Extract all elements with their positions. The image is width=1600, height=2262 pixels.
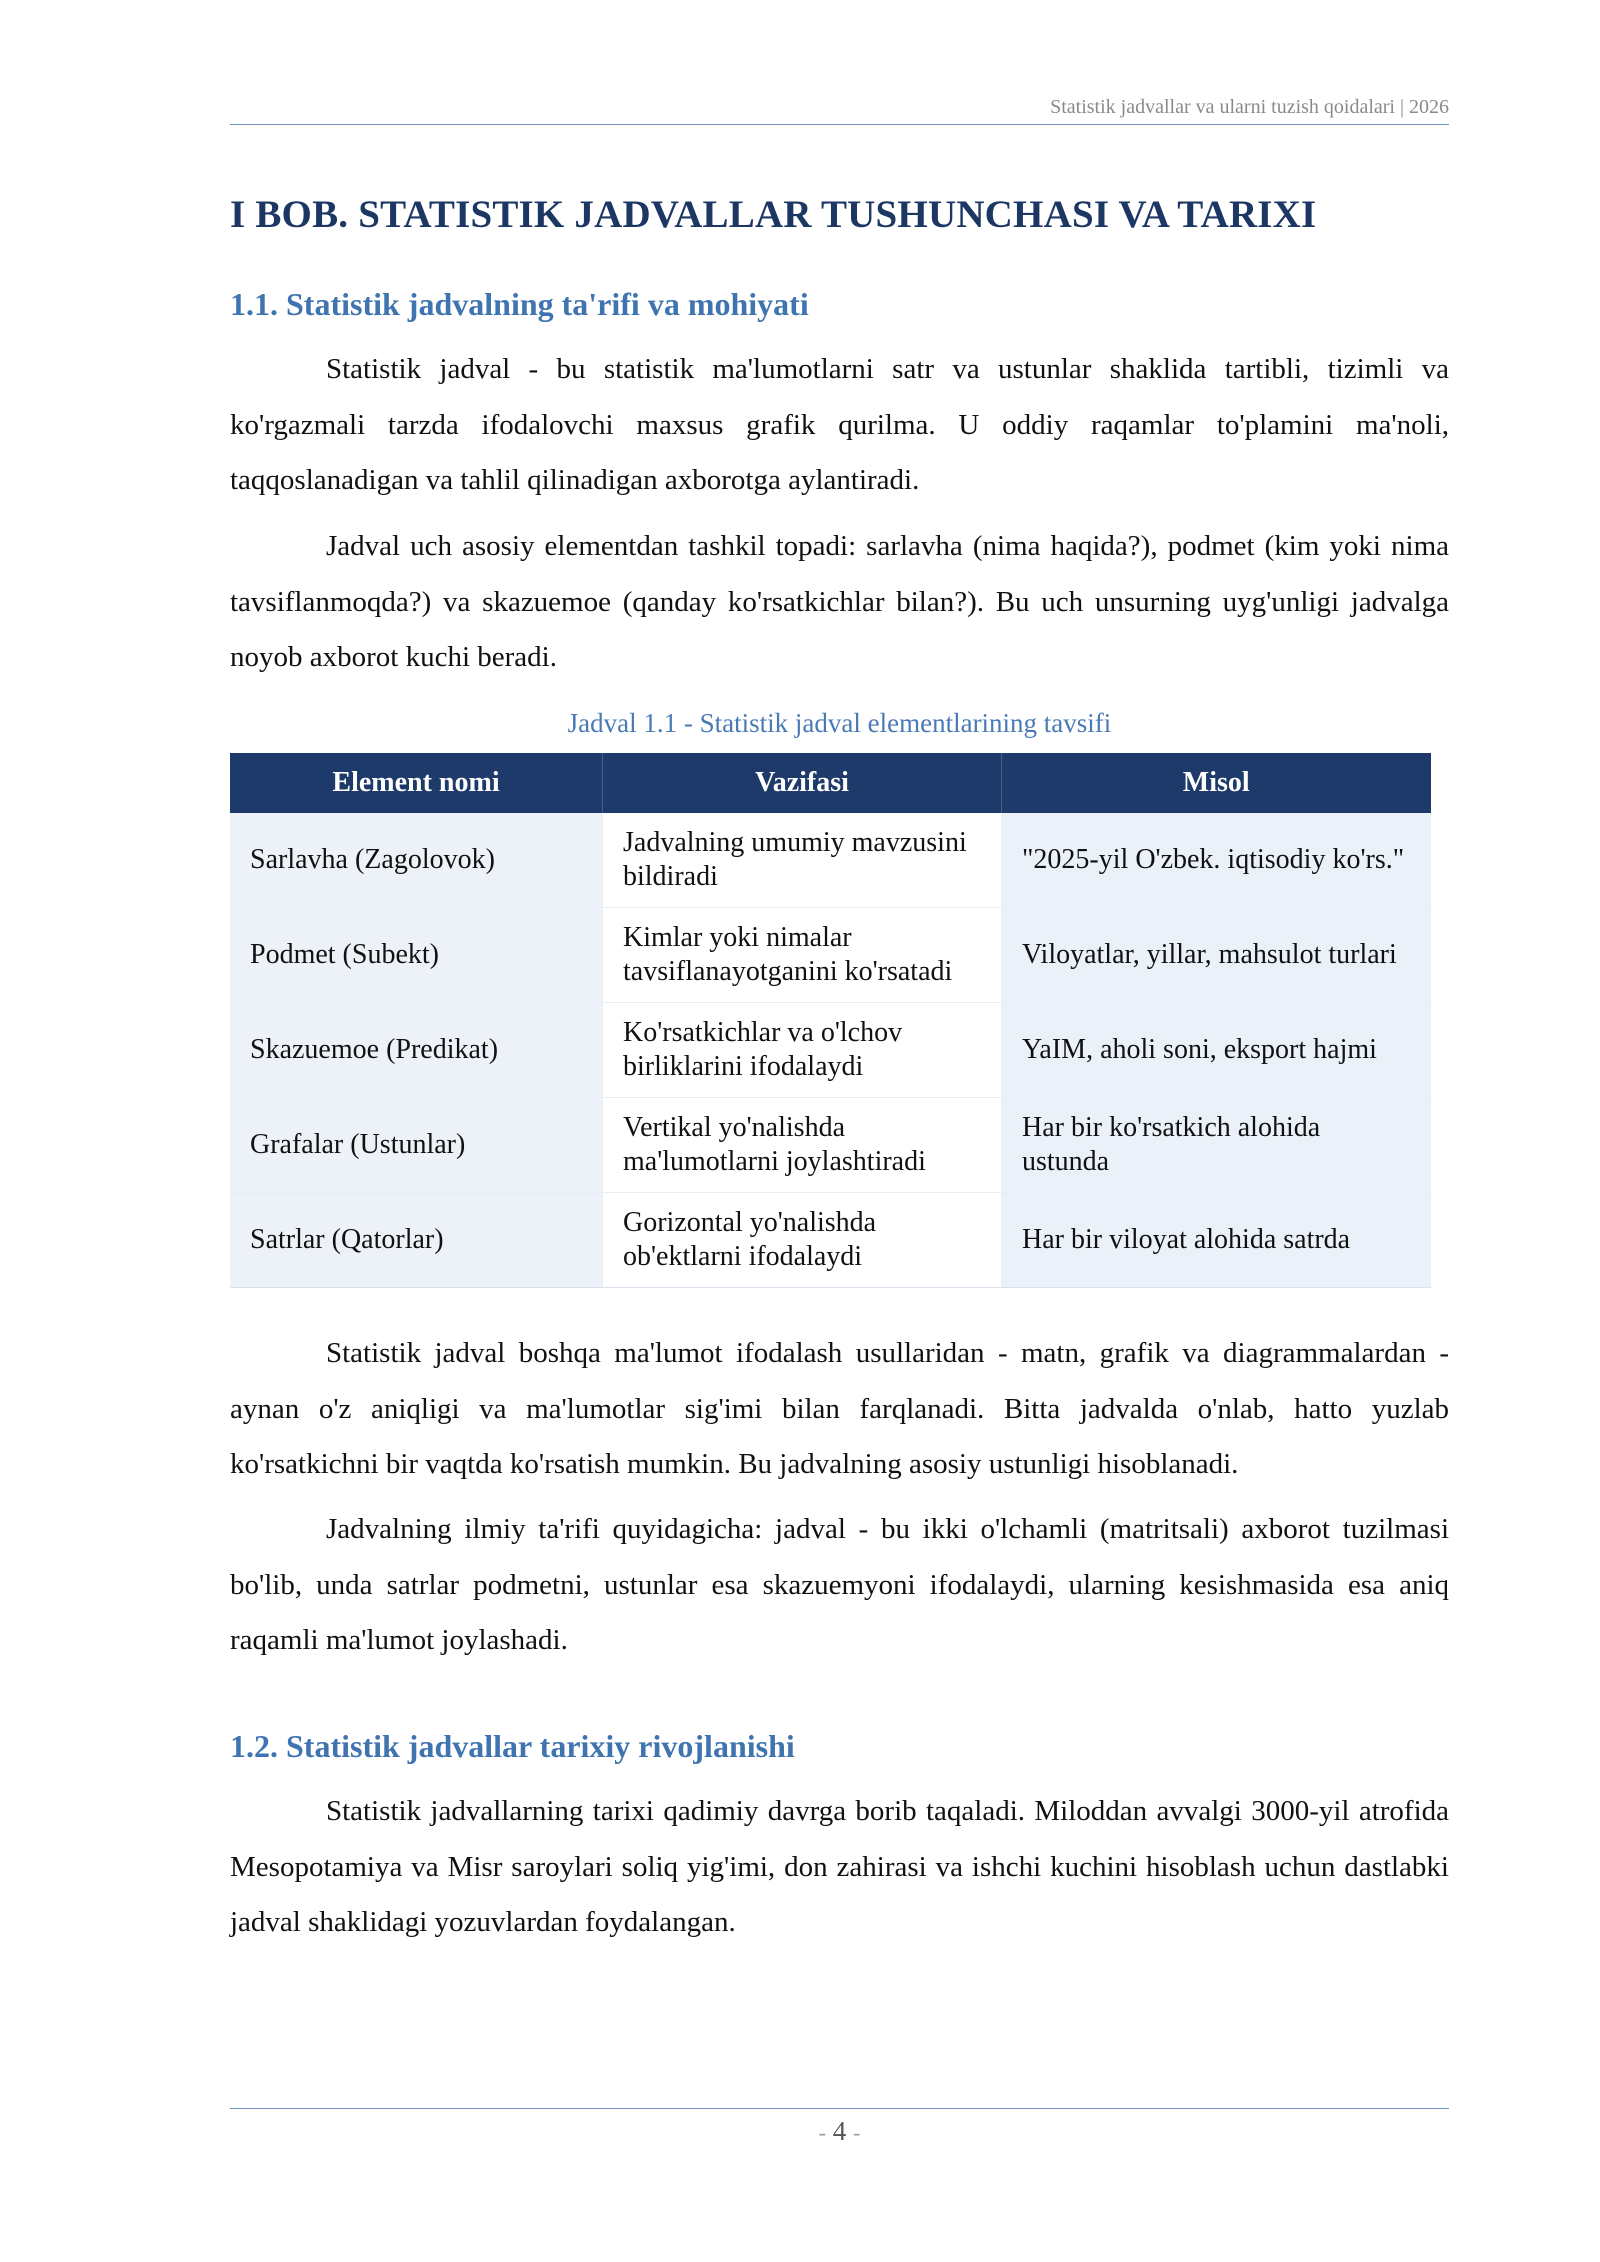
table-cell: Gorizontal yo'nalishda ob'ektlarni ifodalaydi — [603, 1193, 1002, 1288]
paragraph-text: Jadvalning ilmiy ta'rifi quyidagicha: jadval - bu ikki o'lchamli (matritsali) axborot tuzilmasi bo'lib, unda satrlar podmetni, ustunlar esa skazuemyoni ifodalaydi, ularning kesishmasida esa aniq raqamli ma'lumot joylashadi. — [230, 1513, 1449, 1656]
paragraph — [230, 519, 1449, 686]
table-cell: Sarlavha (Zagolovok) — [230, 813, 603, 908]
table-cell: Har bir viloyat alohida satrda — [1002, 1193, 1431, 1288]
table-cell: Kimlar yoki nimalar tavsiflanayotganini ko'rsatadi — [603, 908, 1002, 1003]
column-header-example: Misol — [1002, 753, 1431, 813]
paragraph — [230, 1502, 1449, 1669]
paragraph-text: Statistik jadval boshqa ma'lumot ifodalash usullaridan - matn, grafik va diagrammalardan - aynan o'z aniqligi va ma'lumotlar sig'imi bilan farqlanadi. Bitta jadvalda o'nlab, hatto yuzlab ko'rsatkichni bir vaqtda ko'rsatish mumkin. Bu jadvalning asosiy ustunligi hisoblanadi. — [230, 1337, 1449, 1480]
section-heading-1-2: 1.2. Statistik jadvallar tarixiy rivojlanishi — [230, 1728, 795, 1764]
paragraph-text: Jadval uch asosiy elementdan tashkil topadi: sarlavha (nima haqida?), podmet (kim yoki nima tavsiflanmoqda?) va skazuemoe (qanday ko'rsatkichlar bilan?). Bu uch unsurning uyg'unligi jadvalga noyob axborot kuchi beradi. — [230, 530, 1449, 673]
page-number-dash: - — [853, 2120, 861, 2145]
table-row — [230, 1003, 1431, 1098]
column-header-function: Vazifasi — [603, 753, 1002, 813]
chapter-title: I BOB. STATISTIK JADVALLAR TUSHUNCHASI VA TARIXI — [230, 193, 1317, 236]
elements-table — [230, 753, 1431, 1288]
table-caption: Jadval 1.1 - Statistik jadval elementlarining tavsifi — [567, 708, 1112, 738]
table-cell: Vertikal yo'nalishda ma'lumotlarni joylashtiradi — [603, 1098, 1002, 1193]
table-header-row — [230, 753, 1431, 813]
page-number-value: 4 — [832, 2116, 847, 2146]
table-row — [230, 1098, 1431, 1193]
running-header: Statistik jadvallar va ularni tuzish qoidalari | 2026 — [1050, 96, 1449, 118]
table-cell: Har bir ko'rsatkich alohida ustunda — [1002, 1098, 1431, 1193]
page-number-dash: - — [818, 2120, 826, 2145]
paragraph — [230, 342, 1449, 509]
table-cell: Skazuemoe (Predikat) — [230, 1003, 603, 1098]
section-heading-1-1: 1.1. Statistik jadvalning ta'rifi va mohiyati — [230, 286, 809, 322]
table-cell: Ko'rsatkichlar va o'lchov birliklarini ifodalaydi — [603, 1003, 1002, 1098]
table-cell: "2025-yil O'zbek. iqtisodiy ko'rs." — [1002, 813, 1431, 908]
column-header-element: Element nomi — [230, 753, 603, 813]
table-cell: YaIM, aholi soni, eksport hajmi — [1002, 1003, 1431, 1098]
table-row — [230, 1193, 1431, 1288]
table-row — [230, 813, 1431, 908]
paragraph-text: Statistik jadval - bu statistik ma'lumotlarni satr va ustunlar shaklida tartibli, tizimli va ko'rgazmali tarzda ifodalovchi maxsus grafik qurilma. U oddiy raqamlar to'plamini ma'noli, taqqoslanadigan va tahlil qilinadigan axborotga aylantiradi. — [230, 353, 1449, 496]
table-cell: Jadvalning umumiy mavzusini bildiradi — [603, 813, 1002, 908]
table-cell: Podmet (Subekt) — [230, 908, 603, 1003]
footer-divider — [230, 2108, 1449, 2109]
table-cell: Viloyatlar, yillar, mahsulot turlari — [1002, 908, 1431, 1003]
table-cell: Satrlar (Qatorlar) — [230, 1193, 603, 1288]
header-divider — [230, 124, 1449, 125]
paragraph — [230, 1784, 1449, 1951]
paragraph — [230, 1326, 1449, 1493]
table-cell: Grafalar (Ustunlar) — [230, 1098, 603, 1193]
page-number — [230, 2116, 1449, 2147]
table-row — [230, 908, 1431, 1003]
paragraph-text: Statistik jadvallarning tarixi qadimiy davrga borib taqaladi. Miloddan avvalgi 3000-yil atrofida Mesopotamiya va Misr saroylari soliq yig'imi, don zahirasi va ishchi kuchini hisoblash uchun dastlabki jadval shaklidagi yozuvlardan foydalangan. — [230, 1795, 1449, 1938]
